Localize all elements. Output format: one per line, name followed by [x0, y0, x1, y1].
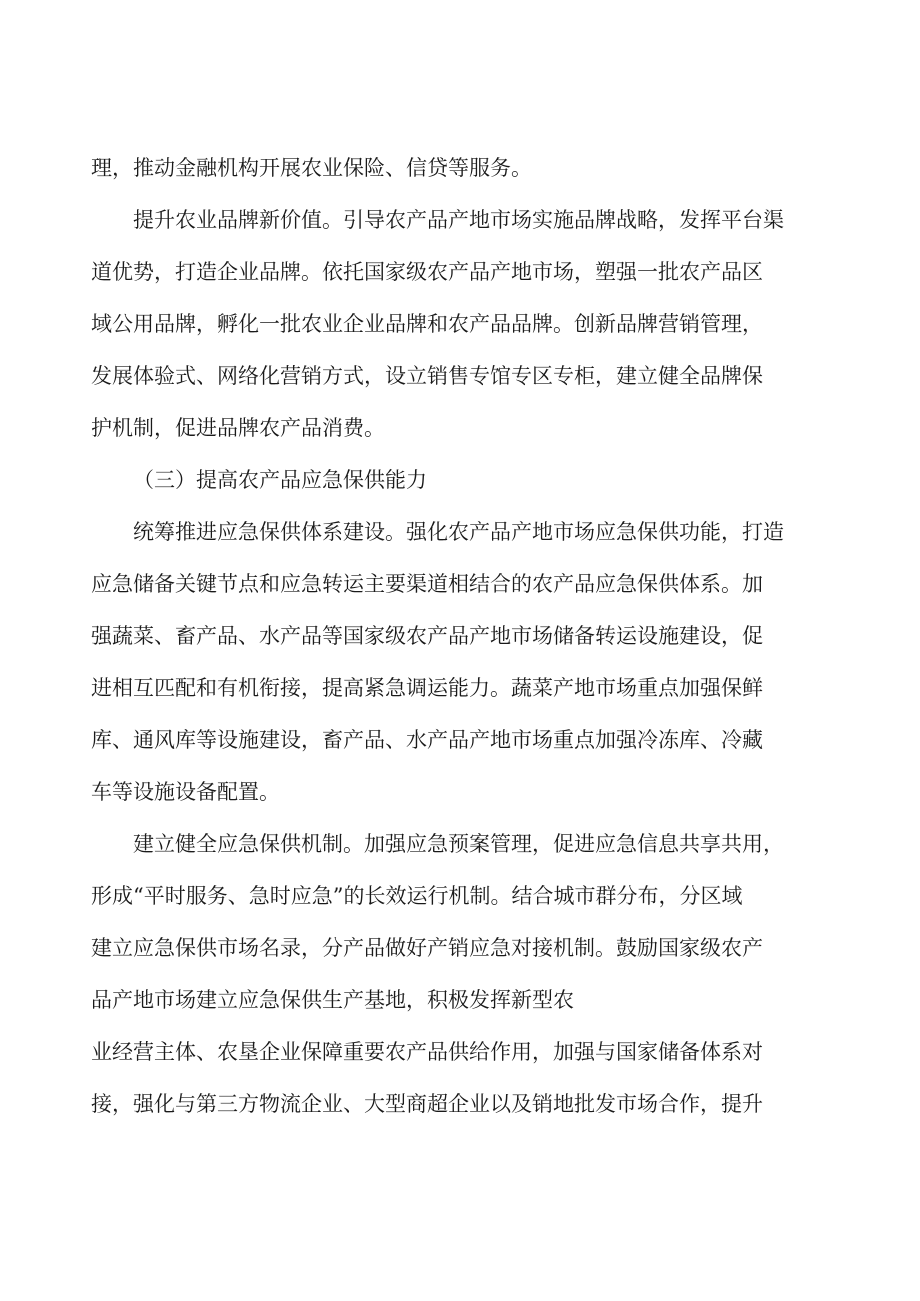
text-line-14: 建立健全应急保供机制。加强应急预案管理，促进应急信息共享共用，: [133, 832, 784, 856]
text-line-18: 业经营主体、农垦企业保障重要农产品供给作用，加强与国家储备体系对: [91, 1040, 763, 1064]
text-line-11: 进相互匹配和有机衔接，提高紧急调运能力。蔬菜产地市场重点加强保鲜: [91, 676, 763, 700]
text-line-19: 接，强化与第三方物流企业、大型商超企业以及销地批发市场合作，提升: [91, 1092, 763, 1116]
text-line-1: 理，推动金融机构开展农业保险、信贷等服务。: [91, 156, 532, 180]
text-line-13: 车等设施设备配置。: [91, 780, 280, 804]
text-line-5: 发展体验式、网络化营销方式，设立销售专馆专区专柜，建立健全品牌保: [91, 364, 763, 388]
text-line-17: 品产地市场建立应急保供生产基地，积极发挥新型农: [91, 988, 574, 1012]
text-line-8: 统筹推进应急保供体系建设。强化农产品产地市场应急保供功能，打造: [133, 520, 784, 544]
text-line-9: 应急储备关键节点和应急转运主要渠道相结合的农产品应急保供体系。加: [91, 572, 763, 596]
text-line-3: 道优势，打造企业品牌。依托国家级农产品产地市场，塑强一批农产品区: [91, 260, 763, 284]
text-line-4: 域公用品牌，孵化一批农业企业品牌和农产品品牌。创新品牌营销管理，: [91, 312, 763, 336]
section-heading: （三）提高农产品应急保供能力: [133, 468, 427, 492]
text-line-10: 强蔬菜、畜产品、水产品等国家级农产品产地市场储备转运设施建设，促: [91, 624, 763, 648]
text-line-16: 建立应急保供市场名录，分产品做好产销应急对接机制。鼓励国家级农产: [91, 936, 763, 960]
text-line-6: 护机制，促进品牌农产品消费。: [91, 416, 385, 440]
text-line-2: 提升农业品牌新价值。引导农产品产地市场实施品牌战略，发挥平台渠: [133, 208, 784, 232]
text-line-15: 形成“平时服务、急时应急”的长效运行机制。结合城市群分布，分区域: [91, 884, 743, 908]
text-line-12: 库、通风库等设施建设，畜产品、水产品产地市场重点加强冷冻库、冷藏: [91, 728, 763, 752]
